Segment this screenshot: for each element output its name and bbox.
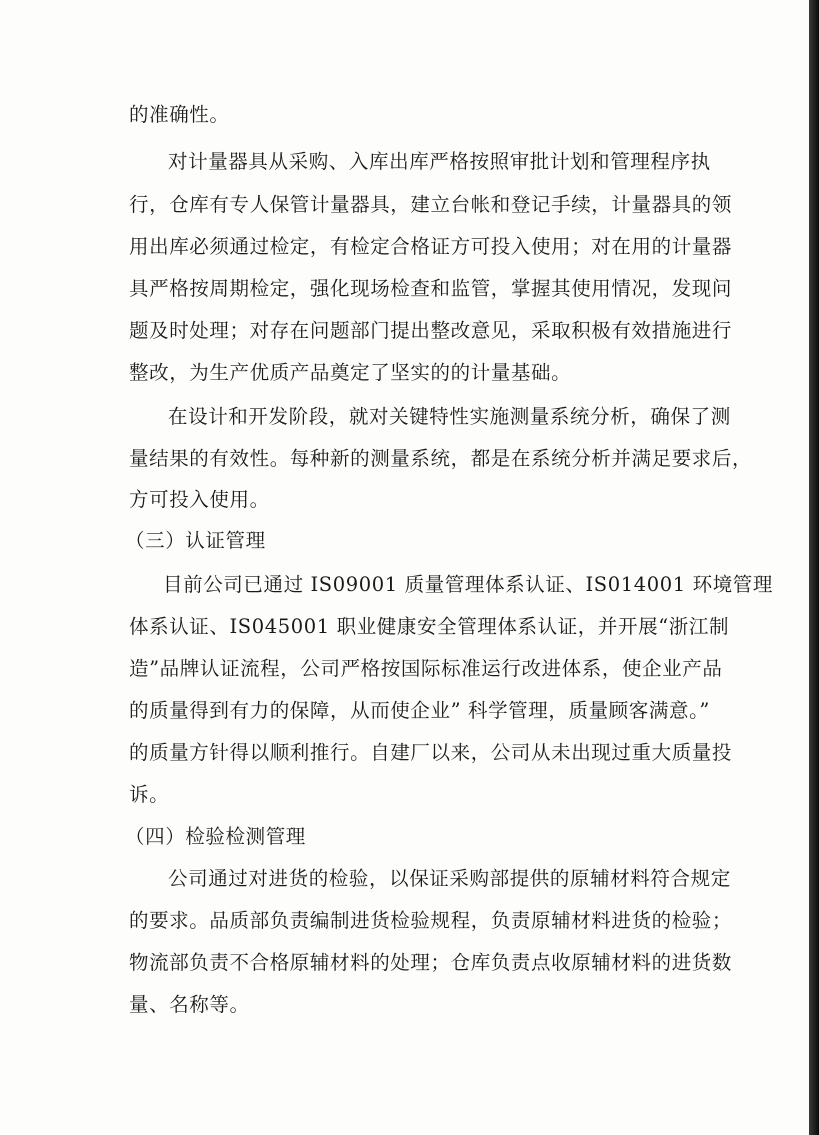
text-line: 的质量方针得以顺利推行。自建厂以来，公司从未出现过重大质量投	[129, 741, 733, 764]
text-line: 物流部负责不合格原辅材料的处理；仓库负责点收原辅材料的进货数	[129, 951, 733, 974]
text-line: 量、名称等。	[129, 993, 250, 1016]
text-line: 的质量得到有力的保障，从而使企业” 科学管理，质量顾客满意。”	[129, 699, 710, 722]
text-line: 方可投入使用。	[129, 488, 270, 511]
scan-edge-shadow	[809, 0, 819, 1135]
text-line: 的准确性。	[129, 103, 230, 126]
text-line: 用出库必须通过检定，有检定合格证方可投入使用；对在用的计量器	[129, 235, 733, 258]
text-line: 行，仓库有专人保管计量器具，建立台帐和登记手续，计量器具的领	[129, 193, 733, 216]
text-line: 诉。	[129, 783, 170, 806]
text-line: 题及时处理；对存在问题部门提出整改意见，采取积极有效措施进行	[129, 319, 733, 342]
text-line: 体系认证、IS045001 职业健康安全管理体系认证，并开展“浙江制	[129, 615, 730, 638]
section-heading: （三）认证管理	[125, 529, 266, 552]
text-line: 具严格按周期检定，强化现场检查和监管，掌握其使用情况，发现问	[129, 277, 733, 300]
text-line: 整改，为生产优质产品奠定了坚实的的计量基础。	[129, 361, 572, 384]
text-line: 量结果的有效性。每种新的测量系统，都是在系统分析并满足要求后，	[129, 447, 753, 470]
text-line: 造”品牌认证流程，公司严格按国际标准运行改进体系，使企业产品	[129, 657, 723, 680]
text-line: 目前公司已通过 IS09001 质量管理体系认证、IS014001 环境管理	[163, 573, 773, 596]
text-line: 公司通过对进货的检验，以保证采购部提供的原辅材料符合规定	[168, 867, 731, 890]
text-line: 的要求。品质部负责编制进货检验规程，负责原辅材料进货的检验；	[129, 909, 733, 932]
section-heading: （四）检验检测管理	[125, 825, 306, 848]
text-line: 在设计和开发阶段，就对关键特性实施测量系统分析，确保了测	[168, 405, 731, 428]
text-line: 对计量器具从采购、入库出库严格按照审批计划和管理程序执	[168, 150, 711, 173]
